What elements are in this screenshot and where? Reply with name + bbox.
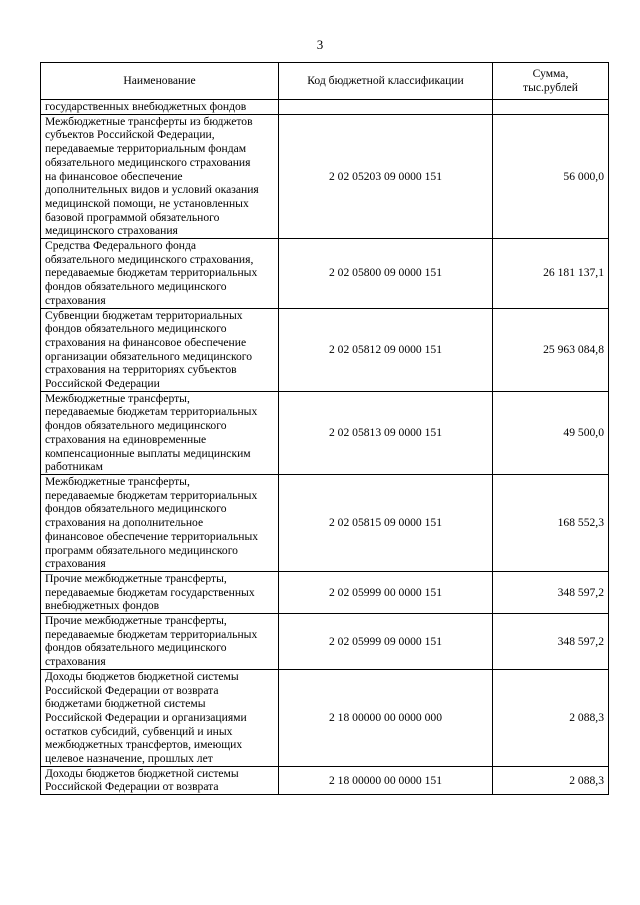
row-name-line: страхования на единовременные [45, 432, 207, 446]
row-name-line: дополнительных видов и условий оказания [45, 183, 259, 197]
row-name-line: Доходы бюджетов бюджетной системы [45, 669, 239, 683]
table-row [41, 614, 609, 670]
row-name-line: обязательного медицинского страхования [45, 155, 251, 169]
row-name-cell [41, 614, 279, 670]
row-name-line: передаваемые территориальным фондам [45, 142, 247, 156]
row-name-line: межбюджетных трансфертов, имеющих [45, 738, 243, 752]
row-name-line: передаваемые бюджетам территориальных [45, 405, 258, 419]
row-code-cell: 2 02 05812 09 0000 151 [279, 308, 493, 391]
row-name-line: субъектов Российской Федерации, [45, 128, 215, 142]
row-name-line: Средства Федерального фонда [45, 239, 197, 253]
row-name-cell [41, 114, 279, 238]
row-name-line: Российской Федерации [45, 377, 160, 391]
row-sum-cell: 168 552,3 [493, 474, 609, 571]
row-name-line: страхования на финансовое обеспечение [45, 335, 247, 349]
page-number: 3 [316, 37, 324, 52]
row-name-line: передаваемые бюджетам государственных [45, 585, 255, 599]
row-name-line: Российской Федерации от возврата [45, 780, 219, 794]
row-sum-cell: 2 088,3 [493, 766, 609, 794]
header-sum-line1: Сумма, [532, 67, 569, 81]
row-name-cell [41, 571, 279, 613]
header-name: Наименование [41, 63, 279, 100]
row-name-line: Прочие межбюджетные трансферты, [45, 614, 227, 628]
row-code-cell: 2 02 05999 00 0000 151 [279, 571, 493, 613]
table-row [41, 766, 609, 794]
row-sum-cell: 348 597,2 [493, 614, 609, 670]
row-name-line: страхования [45, 557, 106, 571]
table-body [41, 100, 609, 795]
row-name-line: финансовое обеспечение территориальных [45, 529, 259, 543]
header-sum [493, 63, 609, 100]
row-name-cell [41, 239, 279, 309]
row-sum-cell: 56 000,0 [493, 114, 609, 238]
row-name-line: медицинской помощи, не установленных [45, 196, 249, 210]
row-code-cell: 2 02 05815 09 0000 151 [279, 474, 493, 571]
row-name-line: страхования [45, 293, 106, 307]
row-name-line: фондов обязательного медицинского [45, 280, 227, 294]
row-code-cell [279, 100, 493, 115]
row-name-line: Межбюджетные трансферты, [45, 474, 190, 488]
row-name-line: программ обязательного медицинского [45, 543, 238, 557]
row-sum-cell: 2 088,3 [493, 669, 609, 766]
budget-classification-table [40, 62, 609, 795]
row-name-cell [41, 766, 279, 794]
row-name-line: Российской Федерации от возврата [45, 683, 219, 697]
row-name-line: базовой программой обязательного [45, 210, 220, 224]
row-name-line: медицинского страхования [45, 224, 178, 238]
row-name-line: Субвенции бюджетам территориальных [45, 308, 243, 322]
row-name-cell [41, 391, 279, 474]
row-name-line: работникам [45, 460, 103, 474]
row-name-line: Межбюджетные трансферты из бюджетов [45, 114, 253, 128]
row-name-line: обязательного медицинского страхования, [45, 252, 254, 266]
header-sum-line2: тыс.рублей [523, 81, 578, 94]
row-sum-cell: 25 963 084,8 [493, 308, 609, 391]
row-sum-cell: 348 597,2 [493, 571, 609, 613]
row-name-line: передаваемые бюджетам территориальных [45, 266, 258, 280]
row-code-cell: 2 02 05203 09 0000 151 [279, 114, 493, 238]
row-name-line: фондов обязательного медицинского [45, 641, 227, 655]
row-name-line: передаваемые бюджетам территориальных [45, 488, 258, 502]
row-sum-cell [493, 100, 609, 115]
row-name-line: целевое назначение, прошлых лет [45, 752, 213, 766]
row-code-cell: 2 02 05999 09 0000 151 [279, 614, 493, 670]
row-name-cell [41, 308, 279, 391]
row-name-line: фондов обязательного медицинского [45, 502, 227, 516]
row-name-line: Доходы бюджетов бюджетной системы [45, 766, 239, 780]
row-code-cell: 2 02 05813 09 0000 151 [279, 391, 493, 474]
row-name-line: организации обязательного медицинского [45, 349, 253, 363]
row-name-line: страхования [45, 655, 106, 669]
row-name-line: передаваемые бюджетам территориальных [45, 627, 258, 641]
row-name-line: страхования на дополнительное [45, 516, 204, 530]
row-name-cell [41, 474, 279, 571]
table-row [41, 308, 609, 391]
table-header-row [41, 63, 609, 100]
row-name-line: государственных внебюджетных фондов [45, 100, 247, 113]
row-name-line: компенсационные выплаты медицинским [45, 446, 251, 460]
row-name-line: остатков субсидий, субвенций и иных [45, 724, 233, 738]
row-name-line: фондов обязательного медицинского [45, 419, 227, 433]
table-row [41, 239, 609, 309]
table-row [41, 100, 609, 115]
header-code: Код бюджетной классификации [279, 63, 493, 100]
table-row [41, 669, 609, 766]
row-name-line: на финансовое обеспечение [45, 169, 183, 183]
row-sum-cell: 49 500,0 [493, 391, 609, 474]
row-name-line: Межбюджетные трансферты, [45, 391, 190, 405]
row-name-line: страхования на территориях субъектов [45, 363, 237, 377]
row-sum-cell: 26 181 137,1 [493, 239, 609, 309]
row-name-line: Прочие межбюджетные трансферты, [45, 571, 227, 585]
row-code-cell: 2 18 00000 00 0000 000 [279, 669, 493, 766]
table-row [41, 391, 609, 474]
row-name-line: Российской Федерации и организациями [45, 710, 247, 724]
row-name-line: внебюджетных фондов [45, 599, 160, 613]
table-row [41, 114, 609, 238]
row-name-cell [41, 669, 279, 766]
table-row [41, 571, 609, 613]
row-name-cell [41, 100, 279, 115]
row-name-line: фондов обязательного медицинского [45, 322, 227, 336]
row-code-cell: 2 18 00000 00 0000 151 [279, 766, 493, 794]
row-code-cell: 2 02 05800 09 0000 151 [279, 239, 493, 309]
table-row [41, 474, 609, 571]
row-name-line: бюджетами бюджетной системы [45, 697, 206, 711]
